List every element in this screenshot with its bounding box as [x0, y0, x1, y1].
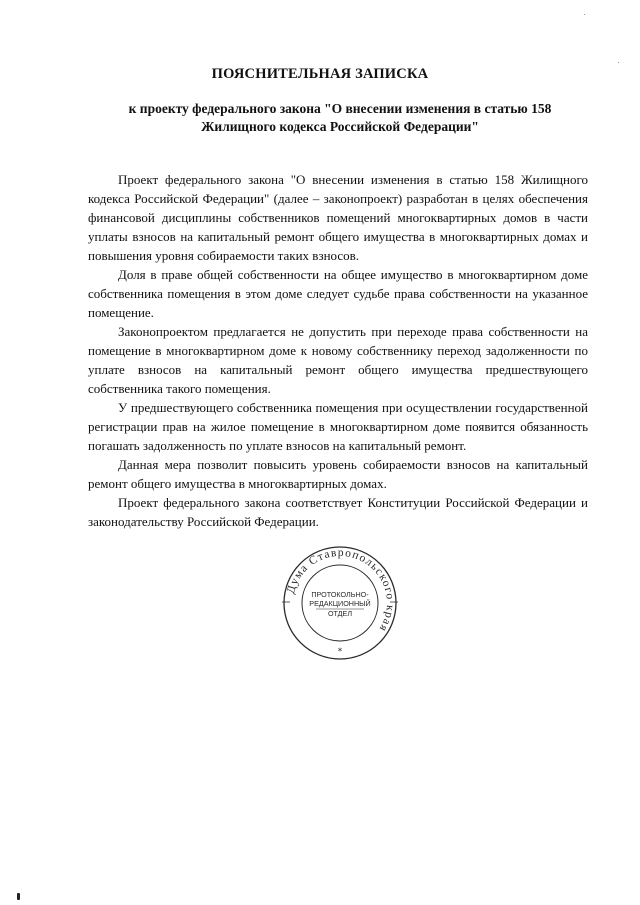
scan-dot	[584, 14, 585, 15]
document-subtitle	[90, 100, 590, 136]
official-stamp	[282, 545, 398, 661]
scan-speck	[17, 893, 20, 900]
document-body	[88, 170, 588, 531]
paragraph-obligation: У предшествующего собственника помещения при осуществлении государственной регистрации прав на жилое помещение в многоквартирном доме появится обязанность погашать задолженность по уплате взносов на капитальный ремонт.	[88, 400, 588, 453]
paragraph-purpose: Проект федерального закона "О внесении изменения в статью 158 Жилищного кодекса Российской Федерации" (далее – законопроект) разработан в целях обеспечения финансовой дисциплины собственников помещений многоквартирных домов в части уплаты взносов на капитальный ремонт общего имущества в многоквартирных домах и повышения уровня собираемости таких взносов.	[88, 172, 588, 263]
paragraph-share: Доля в праве общей собственности на общее имущество в многоквартирном доме собственника помещения в этом доме следует судьбе права собственности на указанное помещение.	[88, 267, 588, 320]
paragraph-measure: Данная мера позволит повысить уровень собираемости взносов на капитальный ремонт общего имущества в многоквартирных домах.	[88, 457, 588, 491]
stamp-inner-line-3: ОТДЕЛ	[327, 609, 353, 618]
document-title: ПОЯСНИТЕЛЬНАЯ ЗАПИСКА	[211, 66, 429, 82]
subtitle-line-2: Жилищного кодекса Российской Федерации"	[201, 119, 479, 134]
subtitle-line-1: к проекту федерального закона "О внесении изменения в статью 158	[128, 101, 552, 116]
paragraph-compliance: Проект федерального закона соответствует Конституции Российской Федерации и законодательству Российской Федерации.	[88, 495, 588, 529]
stamp-star-icon: *	[337, 647, 343, 657]
scan-dot	[618, 62, 619, 63]
stamp-inner-line-2: РЕДАКЦИОННЫЙ	[309, 599, 371, 608]
paragraph-proposal: Законопроектом предлагается не допустить при переходе права собственности на помещение в многоквартирном доме к новому собственнику переход задолженности по уплате взносов на капитальный ремонт общего имущества предшествующего собственника такого помещения.	[88, 324, 588, 396]
stamp-inner-line-1: ПРОТОКОЛЬНО-	[311, 590, 369, 599]
stamp-ring-text: Дума Ставропольского края	[284, 546, 397, 635]
